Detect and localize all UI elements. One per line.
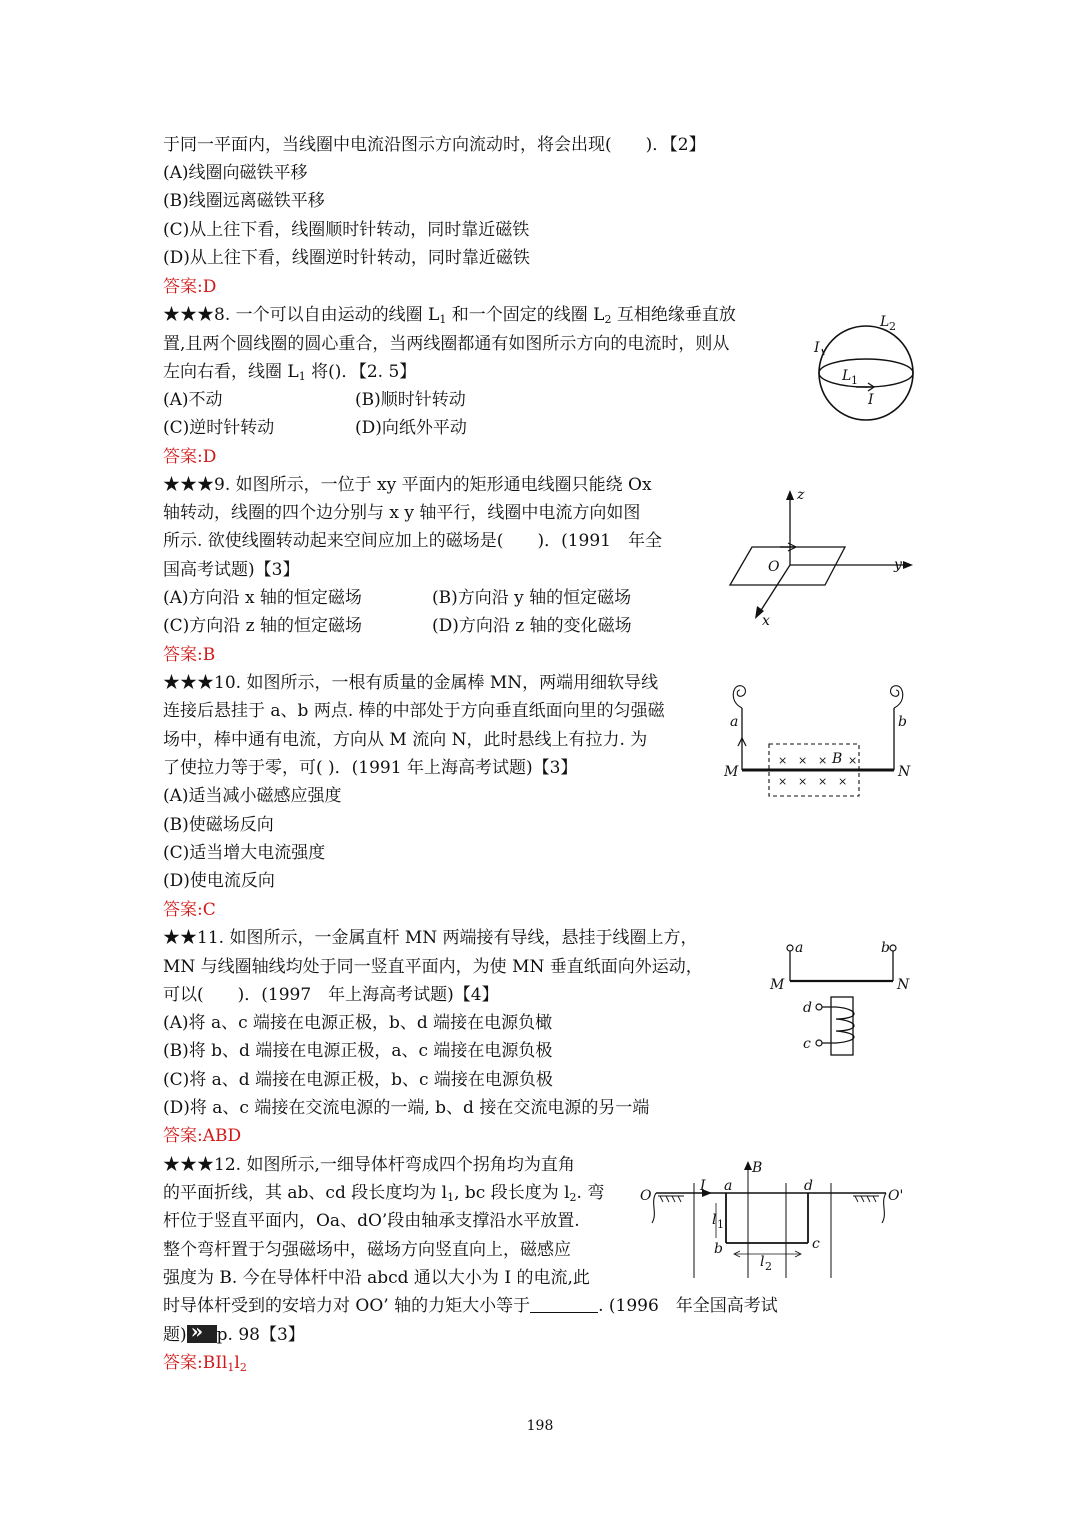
q10-label-M: M bbox=[724, 764, 739, 780]
q8-option-b: (B)顺时针转动 bbox=[355, 390, 466, 410]
q11-line-1 bbox=[163, 928, 698, 948]
q10-label-a: a bbox=[730, 714, 739, 730]
q9-label-x: x bbox=[762, 613, 770, 629]
q12-line-3: 杆位于竖直平面内，Oa、dO’段由轴承支撑沿水平放置. bbox=[163, 1211, 580, 1231]
q12-line-1 bbox=[163, 1155, 575, 1175]
q10-label-b: b bbox=[898, 714, 907, 730]
q10-figure-rod bbox=[722, 680, 917, 800]
q12-text: 时导体杆受到的安培力对 OO’ 轴的力矩大小等于 bbox=[163, 1296, 531, 1316]
q12-label-d: d bbox=[804, 1178, 813, 1194]
q8-option-c: (C)逆时针转动 bbox=[163, 418, 275, 438]
q10-cross: × bbox=[818, 775, 828, 788]
q8-label-I-bottom: I bbox=[868, 392, 874, 408]
q10-label-B: B bbox=[832, 751, 843, 767]
q10-cross: × bbox=[818, 754, 828, 767]
q9-line-3: 所示. 欲使线圈转动起来空间应加上的磁场是( )．(1991 年全 bbox=[163, 531, 662, 551]
q12-line-7 bbox=[163, 1325, 305, 1345]
q9-label-y: y bbox=[894, 557, 902, 573]
q12-line-2 bbox=[163, 1183, 604, 1208]
q10-option-c: (C)适当增大电流强度 bbox=[163, 843, 326, 863]
q10-cross: × bbox=[798, 775, 808, 788]
q10-cross: × bbox=[778, 754, 788, 767]
q11-label-b: b bbox=[881, 940, 890, 956]
q8-text: 和一个固定的线圈 L bbox=[446, 305, 605, 325]
q8-text: 8. 一个可以自由运动的线圈 L bbox=[214, 305, 440, 325]
q12-answer-sub: 1 bbox=[227, 1361, 235, 1374]
q7-option-a: (A)线圈向磁铁平移 bbox=[163, 163, 308, 183]
q12-label-a: a bbox=[724, 1178, 733, 1194]
q12-text: . 弯 bbox=[576, 1183, 605, 1203]
q11-option-c: (C)将 a、d 端接在电源正极，b、c 端接在电源负极 bbox=[163, 1070, 553, 1090]
q10-cross: × bbox=[798, 754, 808, 767]
q8-sub: 2 bbox=[604, 313, 612, 326]
q7-option-b: (B)线圈远离磁铁平移 bbox=[163, 191, 325, 211]
q10-label-N: N bbox=[898, 764, 911, 780]
q9-label-O: O bbox=[768, 559, 780, 575]
q12-answer-text: l bbox=[234, 1353, 240, 1373]
q8-text: 左向右看，线圈 L bbox=[163, 362, 299, 382]
q11-label-N: N bbox=[897, 977, 910, 993]
q9-option-d: (D)方向沿 z 轴的变化磁场 bbox=[432, 616, 632, 636]
q9-line-2: 轴转动，线圈的四个边分别与 x y 轴平行，线圈中电流方向如图 bbox=[163, 503, 641, 523]
q9-stars: ★★★ bbox=[163, 475, 214, 495]
q11-option-b: (B)将 b、d 端接在电源正极，a、c 端接在电源负极 bbox=[163, 1041, 553, 1061]
q8-label-I-left: I bbox=[814, 340, 820, 356]
q8-line-1 bbox=[163, 305, 736, 330]
q12-label-l2-sub: 2 bbox=[765, 1260, 772, 1273]
q8-option-a: (A)不动 bbox=[163, 390, 223, 410]
q8-line-2: 置,且两个圆线圈的圆心重合，当两线圈都通有如图所示方向的电流时，则从 bbox=[163, 334, 730, 354]
q11-label-a: a bbox=[795, 940, 804, 956]
q8-label-L2-sub: 2 bbox=[889, 320, 896, 333]
q9-line-4: 国高考试题)【3】 bbox=[163, 560, 300, 580]
q12-text: 的平面折线，其 ab、cd 段长度均为 l bbox=[163, 1183, 448, 1203]
q7-answer: 答案:D bbox=[163, 277, 217, 297]
q8-line-3 bbox=[163, 362, 416, 387]
q12-label-O: O bbox=[640, 1188, 652, 1204]
q12-label-l2: l bbox=[760, 1254, 765, 1270]
q8-sub: 1 bbox=[439, 313, 447, 326]
q12-answer-text: 答案:BIl bbox=[163, 1353, 228, 1373]
q8-answer: 答案:D bbox=[163, 447, 217, 467]
q12-answer bbox=[163, 1353, 247, 1378]
q12-label-B: B bbox=[752, 1160, 763, 1176]
q10-cross: × bbox=[838, 775, 848, 788]
q10-option-b: (B)使磁场反向 bbox=[163, 815, 274, 835]
q12-line-5: 强度为 B. 今在导体杆中沿 abcd 通以大小为 I 的电流,此 bbox=[163, 1268, 590, 1288]
q8-stars: ★★★ bbox=[163, 305, 214, 325]
q8-label-L2: L bbox=[880, 314, 890, 330]
q12-sub: 2 bbox=[569, 1191, 577, 1204]
q12-label-c: c bbox=[812, 1236, 820, 1252]
q8-text: 将()．【2. 5】 bbox=[305, 362, 417, 382]
q10-line-4: 了使拉力等于零，可( )．(1991 年上海高考试题)【3】 bbox=[163, 758, 578, 778]
q8-option-d: (D)向纸外平动 bbox=[355, 418, 467, 438]
q9-answer: 答案:B bbox=[163, 645, 216, 665]
q9-option-c: (C)方向沿 z 轴的恒定磁场 bbox=[163, 616, 363, 636]
q12-text: . (1996 年全国高考试 bbox=[598, 1296, 778, 1316]
q9-label-z: z bbox=[797, 487, 805, 503]
q11-label-c: c bbox=[803, 1036, 811, 1052]
q11-answer: 答案:ABD bbox=[163, 1126, 242, 1146]
answer-blank[interactable] bbox=[530, 1298, 598, 1313]
q10-line-1 bbox=[163, 673, 658, 693]
q8-text: 互相绝缘垂直放 bbox=[611, 305, 736, 325]
q7-stem-tail: 于同一平面内，当线圈中电流沿图示方向流动时，将会出现( )．【2】 bbox=[163, 135, 706, 155]
q11-stars: ★★ bbox=[163, 928, 197, 948]
q10-cross: × bbox=[778, 775, 788, 788]
q7-option-c: (C)从上往下看，线圈顺时针转动，同时靠近磁铁 bbox=[163, 220, 530, 240]
q8-sub: 1 bbox=[298, 370, 306, 383]
q12-label-O-prime: O' bbox=[888, 1188, 904, 1204]
q12-text: 12. 如图所示,一细导体杆弯成四个拐角均为直角 bbox=[214, 1155, 575, 1175]
q9-option-a: (A)方向沿 x 轴的恒定磁场 bbox=[163, 588, 362, 608]
q11-line-2: MN 与线圈轴线均处于同一竖直平面内，为使 MN 垂直纸面向外运动， bbox=[163, 957, 703, 977]
q12-text: 题) bbox=[163, 1325, 187, 1345]
q12-stars: ★★★ bbox=[163, 1155, 214, 1175]
q9-option-b: (B)方向沿 y 轴的恒定磁场 bbox=[432, 588, 632, 608]
q12-answer-sub: 2 bbox=[239, 1361, 247, 1374]
q9-figure-axes bbox=[720, 485, 915, 630]
q12-label-l1: l bbox=[712, 1212, 717, 1228]
q10-line-3: 场中，棒中通有电流，方向从 M 流向 N，此时悬线上有拉力. 为 bbox=[163, 730, 648, 750]
q10-line-2: 连接后悬挂于 a、b 两点. 棒的中部处于方向垂直纸面向里的匀强磁 bbox=[163, 701, 665, 721]
q11-label-d: d bbox=[803, 1000, 812, 1016]
q10-option-d: (D)使电流反向 bbox=[163, 871, 275, 891]
q8-label-L1: L bbox=[842, 368, 852, 384]
q12-label-I: I bbox=[700, 1178, 706, 1194]
q11-option-d: (D)将 a、c 端接在交流电源的一端, b、d 接在交流电源的另一端 bbox=[163, 1098, 650, 1118]
q11-figure-coil bbox=[768, 935, 918, 1060]
q11-line-3: 可以( )．(1997 年上海高考试题)【4】 bbox=[163, 985, 499, 1005]
q12-label-b: b bbox=[714, 1241, 723, 1257]
q12-text: , bc 段长度为 l bbox=[454, 1183, 570, 1203]
q10-cross: × bbox=[848, 754, 858, 767]
q10-text: 10. 如图所示，一根有质量的金属棒 MN，两端用细软导线 bbox=[214, 673, 659, 693]
q9-line-1 bbox=[163, 475, 652, 495]
q8-label-L1-sub: 1 bbox=[851, 374, 858, 387]
q11-label-M: M bbox=[770, 977, 785, 993]
q8-figure-coils bbox=[810, 308, 920, 428]
q9-text: 9. 如图所示，一位于 xy 平面内的矩形通电线圈只能绕 Ox bbox=[214, 475, 652, 495]
q12-label-l1-sub: 1 bbox=[717, 1218, 724, 1231]
q11-text: 11. 如图所示，一金属直杆 MN 两端接有导线，悬挂于线圈上方， bbox=[197, 928, 698, 948]
q7-option-d: (D)从上往下看，线圈逆时针转动，同时靠近磁铁 bbox=[163, 248, 530, 268]
q11-option-a: (A)将 a、c 端接在电源正极，b、d 端接在电源负橄 bbox=[163, 1013, 553, 1033]
q12-figure-bent-rod bbox=[636, 1158, 916, 1283]
q12-line-6 bbox=[163, 1296, 778, 1316]
q10-stars: ★★★ bbox=[163, 673, 214, 693]
page-number: 198 bbox=[526, 1418, 554, 1434]
q12-sub: 1 bbox=[447, 1191, 455, 1204]
q10-option-a: (A)适当减小磁感应强度 bbox=[163, 786, 342, 806]
q12-text: p. 98【3】 bbox=[216, 1325, 305, 1345]
q10-answer: 答案:C bbox=[163, 900, 216, 920]
link-arrow-icon[interactable] bbox=[187, 1325, 217, 1343]
q12-line-4: 整个弯杆置于匀强磁场中，磁场方向竖直向上，磁感应 bbox=[163, 1240, 571, 1260]
